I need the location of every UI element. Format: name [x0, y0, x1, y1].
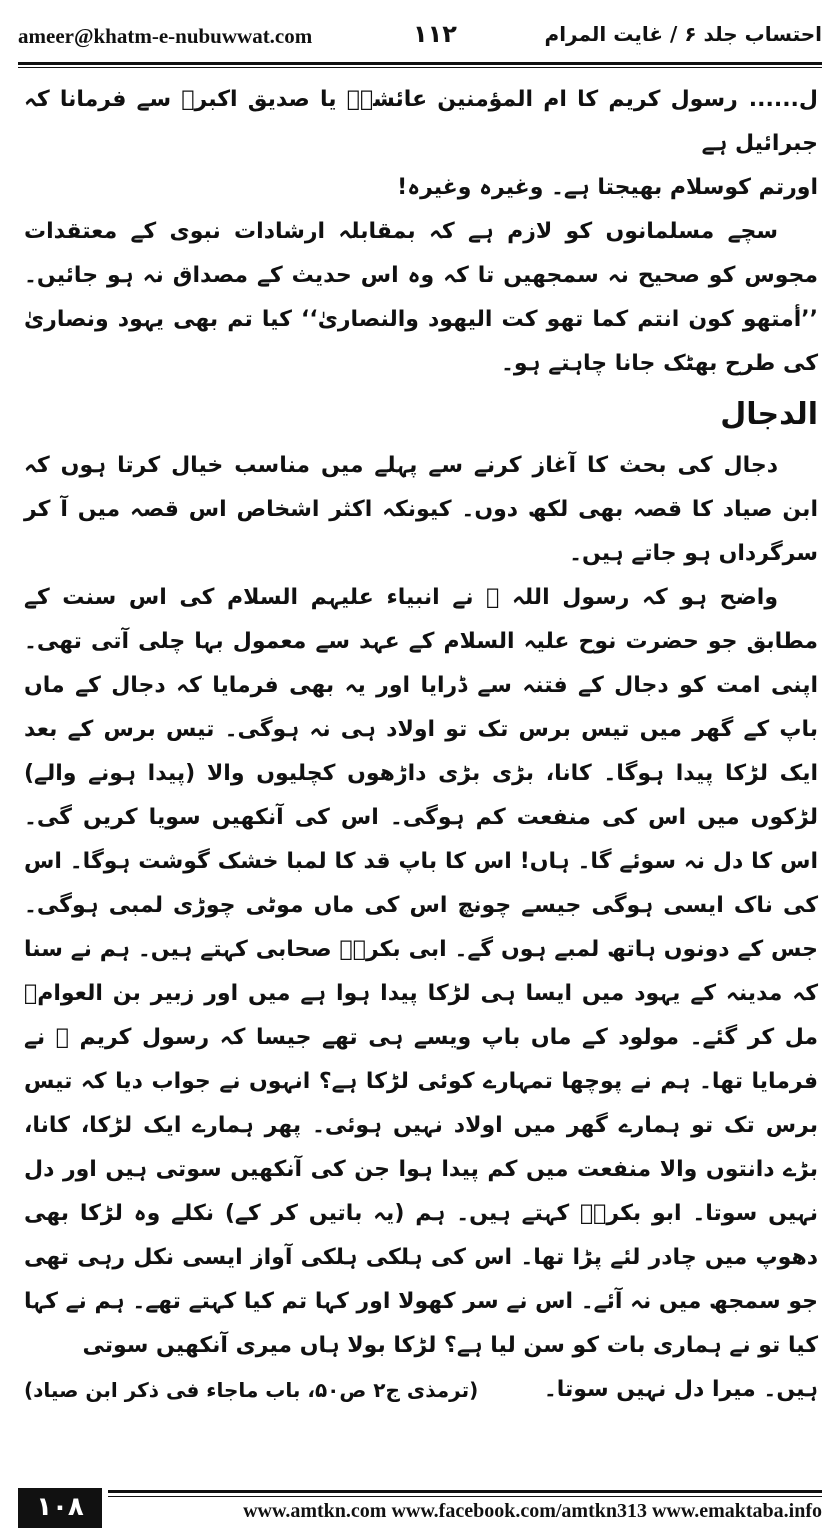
item-text-line-1: رسول کریم کا ام المؤمنین عائشہؓ یا صدیق اکبرؓ سے فرمانا کہ جبرائیل ہے: [24, 87, 818, 156]
item-text-line-2: اورتم کوسلام بھیجتا ہے۔ وغیرہ وغیرہ!: [397, 175, 818, 200]
page-header: [18, 10, 822, 58]
paragraph-advice: سچے مسلمانوں کو لازم ہے کہ بمقابلہ ارشادات نبوی کے معتقدات مجوس کو صحیح نہ سمجھیں تا کہ وہ اس حدیث کے مصداق نہ ہو جائیں۔ ’’أمتھو کون انتم کما تھو کت الیھود والنصاریٰ‘‘ کیا تم بھی یہود ونصاریٰ کی طرح بھٹک جانا چاہتے ہو۔: [24, 219, 818, 376]
page-footer: [18, 1490, 822, 1530]
header-rule-thin: [18, 67, 822, 68]
item-line-1: [24, 78, 818, 166]
header-email: ameer@khatm-e-nubuwwat.com: [18, 24, 313, 48]
item-marker: ل......: [748, 87, 818, 112]
section-heading: الدجال: [720, 397, 818, 432]
paragraph-end: ہیں۔ میرا دل نہیں سوتا۔: [543, 1377, 818, 1402]
page-body: [24, 78, 818, 1412]
closing-line: [24, 1368, 818, 1412]
footer-rule-thin: [108, 1496, 822, 1497]
citation: (ترمذی ج۲ ص۵۰، باب ماجاء فی ذکر ابن صیاد): [24, 1378, 479, 1402]
header-book-title: احتساب جلد ۶ / غایت المرام: [544, 22, 822, 46]
header-page-number: ۱۱۲: [413, 20, 457, 48]
paragraph-hadith: واضح ہو کہ رسول اللہ ﷺ نے انبیاء علیہم السلام کی اس سنت کے مطابق جو حضرت نوح علیہ السلام کے عہد سے معمول بہا چلی آتی تھی۔ اپنی امت کو دجال کے فتنہ سے ڈرایا اور یہ بھی فرمایا کہ دجال کے ماں باپ کے گھر میں تیس برس تک تو اولاد ہی نہ ہوگی۔ تیس برس کے بعد ایک لڑکا پیدا ہوگا۔ کانا، بڑی بڑی داڑھوں کچلیوں والا (پیدا ہونے والے) لڑکوں میں اس کی منفعت کم ہوگی۔ اس کی آنکھیں سویا کریں گی۔ اس کا دل نہ سوئے گا۔ ہاں! اس کا باپ قد کا لمبا خشک گوشت ہوگا۔ اس کی ناک ایسی ہوگی جیسے چونچ اس کی ماں موٹی چوڑی لمبی ہوگی۔ جس کے دونوں ہاتھ لمبے ہوں گے۔ ابی بکرہؓ صحابی کہتے ہیں۔ ہم نے سنا کہ مدینہ کے یہود میں ایسا ہی لڑکا پیدا ہوا ہے میں اور زبیر بن العوامؓ مل کر گئے۔ مولود کے ماں باپ ویسے ہی تھے جیسا کہ رسول کریم ﷺ نے فرمایا تھا۔ ہم نے پوچھا تمہارے کوئی لڑکا ہے؟ انہوں نے جواب دیا کہ تیس برس تک تو ہمارے گھر میں اولاد نہیں ہوئی۔ پھر ہمارے ایک لڑکا، کانا، بڑے دانتوں والا منفعت میں کم پیدا ہوا جن کی آنکھیں سوتی ہیں اور دل نہیں سوتا۔ ابو بکرہؓ کہتے ہیں۔ ہم (یہ باتیں کر کے) نکلے وہ لڑکا بھی دھوپ میں چادر لئے پڑا تھا۔ اس کی ہلکی ہلکی آواز ایسی نکل رہی تھی جو سمجھ میں نہ آئے۔ اس نے سر کھولا اور کہا تم کیا کہتے تھے۔ ہم نے کہا کیا تو نے ہماری بات کو سن لیا ہے؟ لڑکا بولا ہاں میری آنکھیں سوتی: [24, 585, 818, 1358]
footer-page-number: ۱۰۸: [18, 1488, 102, 1528]
header-rule-thick: [18, 62, 822, 65]
footer-rule-thick: [108, 1490, 822, 1493]
paragraph-intro: دجال کی بحث کا آغاز کرنے سے پہلے میں مناسب خیال کرتا ہوں کہ ابن صیاد کا قصہ بھی لکھ دوں۔ کیونکہ اکثر اشخاص اس قصہ میں آ کر سرگرداں ہو جاتے ہیں۔: [24, 453, 818, 566]
footer-links[interactable]: www.amtkn.com www.facebook.com/amtkn313 www.emaktaba.info: [243, 1500, 822, 1522]
